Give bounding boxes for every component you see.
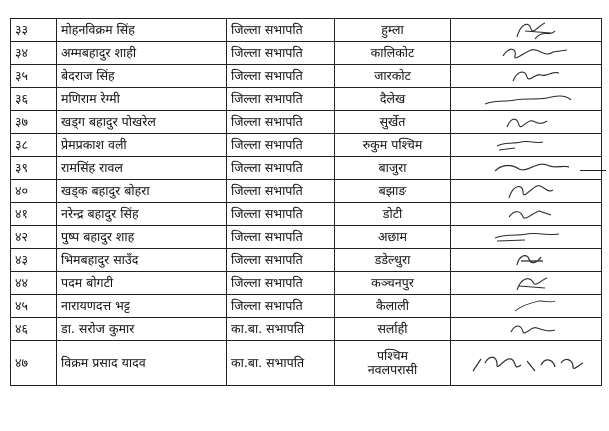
handwritten-signature xyxy=(455,42,602,64)
serial-number: ३७ xyxy=(11,111,57,134)
handwritten-signature xyxy=(455,88,602,110)
table-row xyxy=(11,65,602,88)
handwritten-signature xyxy=(455,65,602,87)
serial-number: ४३ xyxy=(11,249,57,272)
member-name: विक्रम प्रसाद यादव xyxy=(57,341,227,386)
member-position: जिल्ला सभापति xyxy=(227,157,335,180)
member-name: प्रेमप्रकाश वली xyxy=(57,134,227,157)
member-district: सुर्खेत xyxy=(335,111,451,134)
handwritten-signature xyxy=(455,272,602,294)
handwritten-signature xyxy=(455,111,602,133)
member-district: जारकोट xyxy=(335,65,451,88)
signature-table xyxy=(10,18,602,386)
member-district: बाजुरा xyxy=(335,157,451,180)
member-name: मोहनविक्रम सिंह xyxy=(57,19,227,42)
serial-number: ३६ xyxy=(11,88,57,111)
member-district: कैलाली xyxy=(335,295,451,318)
member-district: डोटी xyxy=(335,203,451,226)
table-row xyxy=(11,134,602,157)
serial-number: ४७ xyxy=(11,341,57,386)
signature-cell xyxy=(451,341,602,386)
handwritten-signature xyxy=(455,180,602,202)
member-name: पुष्प बहादुर शाह xyxy=(57,226,227,249)
member-name: बेदराज सिंह xyxy=(57,65,227,88)
handwritten-signature xyxy=(455,157,602,179)
handwritten-signature xyxy=(455,203,602,225)
table-row xyxy=(11,249,602,272)
table-row xyxy=(11,42,602,65)
member-district: सर्लाही xyxy=(335,318,451,341)
member-district: अछाम xyxy=(335,226,451,249)
member-name: खड्क बहादुर बोहरा xyxy=(57,180,227,203)
handwritten-signature xyxy=(455,249,602,271)
member-name: मणिराम रेग्मी xyxy=(57,88,227,111)
member-district: हुम्ला xyxy=(335,19,451,42)
member-name: नरेन्द्र बहादुर सिंह xyxy=(57,203,227,226)
member-name: रामसिंह रावल xyxy=(57,157,227,180)
table-row xyxy=(11,180,602,203)
member-position: जिल्ला सभापति xyxy=(227,272,335,295)
signature-cell xyxy=(451,134,602,157)
district-line-2: नवलपरासी xyxy=(367,362,418,377)
signature-cell xyxy=(451,203,602,226)
member-position: जिल्ला सभापति xyxy=(227,226,335,249)
handwritten-signature xyxy=(455,341,602,385)
table-row xyxy=(11,111,602,134)
serial-number: ४५ xyxy=(11,295,57,318)
member-name: खड्ग बहादुर पोखरेल xyxy=(57,111,227,134)
signature-cell xyxy=(451,318,602,341)
member-position: जिल्ला सभापति xyxy=(227,65,335,88)
handwritten-signature xyxy=(455,19,602,41)
member-district: डडेल्धुरा xyxy=(335,249,451,272)
table-row xyxy=(11,272,602,295)
table-row xyxy=(11,19,602,42)
serial-number: ४२ xyxy=(11,226,57,249)
serial-number: ४४ xyxy=(11,272,57,295)
district-line-1: पश्चिम xyxy=(376,347,409,363)
member-position: जिल्ला सभापति xyxy=(227,111,335,134)
signature-cell xyxy=(451,19,602,42)
member-district: बझाङ xyxy=(335,180,451,203)
member-position: का.बा. सभापति xyxy=(227,318,335,341)
member-position: जिल्ला सभापति xyxy=(227,295,335,318)
table-row xyxy=(11,157,602,180)
table-row xyxy=(11,88,602,111)
serial-number: ४१ xyxy=(11,203,57,226)
member-position: जिल्ला सभापति xyxy=(227,134,335,157)
handwritten-signature xyxy=(455,226,602,248)
serial-number: ३९ xyxy=(11,157,57,180)
serial-number: ३४ xyxy=(11,42,57,65)
member-position: जिल्ला सभापति xyxy=(227,249,335,272)
serial-number: ४६ xyxy=(11,318,57,341)
signature-cell xyxy=(451,249,602,272)
member-district: रुकुम पश्चिम xyxy=(335,134,451,157)
signature-cell xyxy=(451,88,602,111)
signature-cell xyxy=(451,295,602,318)
table-row xyxy=(11,341,602,386)
serial-number: ३८ xyxy=(11,134,57,157)
member-district: दैलेख xyxy=(335,88,451,111)
table-row xyxy=(11,318,602,341)
member-position: जिल्ला सभापति xyxy=(227,19,335,42)
member-position: जिल्ला सभापति xyxy=(227,203,335,226)
handwritten-signature xyxy=(455,318,602,340)
member-name: भिमबहादुर साउँद xyxy=(57,249,227,272)
member-district xyxy=(335,341,451,386)
serial-number: ४० xyxy=(11,180,57,203)
member-district: कञ्चनपुर xyxy=(335,272,451,295)
serial-number: ३५ xyxy=(11,65,57,88)
member-position: जिल्ला सभापति xyxy=(227,42,335,65)
table-row xyxy=(11,203,602,226)
serial-number: ३३ xyxy=(11,19,57,42)
signature-cell xyxy=(451,272,602,295)
table-row xyxy=(11,295,602,318)
signature-cell xyxy=(451,65,602,88)
member-district: कालिकोट xyxy=(335,42,451,65)
member-position: जिल्ला सभापति xyxy=(227,88,335,111)
signature-cell xyxy=(451,157,602,180)
handwritten-signature xyxy=(455,295,602,317)
signature-cell xyxy=(451,180,602,203)
member-name: डा. सरोज कुमार xyxy=(57,318,227,341)
member-name: अम्मबहादुर शाही xyxy=(57,42,227,65)
member-name: पदम बोगटी xyxy=(57,272,227,295)
handwritten-signature xyxy=(455,134,602,156)
edge-line xyxy=(580,170,606,171)
signature-cell xyxy=(451,111,602,134)
signature-cell xyxy=(451,226,602,249)
member-name: नारायणदत्त भट्ट xyxy=(57,295,227,318)
table-row xyxy=(11,226,602,249)
member-position: जिल्ला सभापति xyxy=(227,180,335,203)
member-position: का.बा. सभापति xyxy=(227,341,335,386)
signature-cell xyxy=(451,42,602,65)
